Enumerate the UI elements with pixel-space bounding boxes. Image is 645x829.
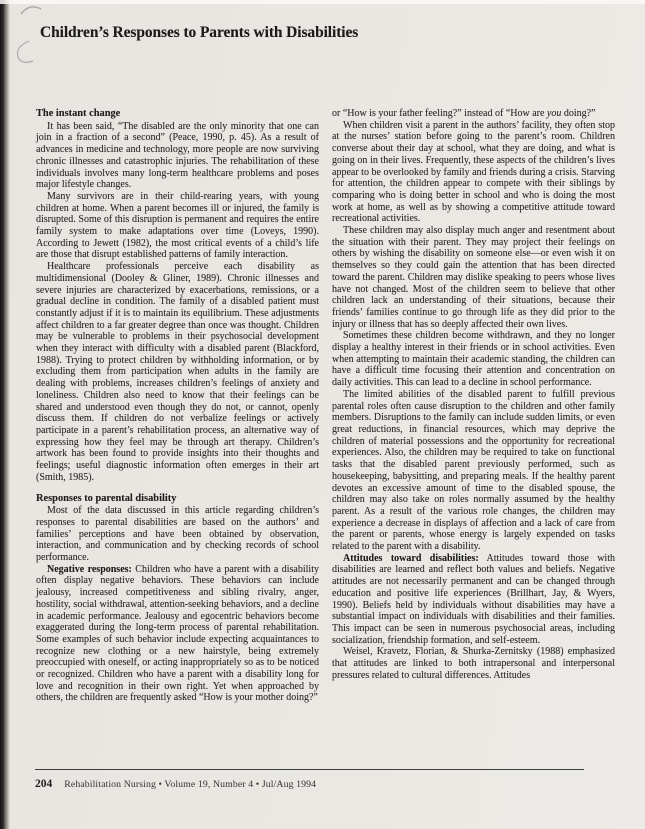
paragraph-text: or “How is your father feeling?” instead of “How are: [332, 108, 547, 119]
paragraph-negative-responses: [36, 564, 319, 704]
paragraph: Sometimes these children become withdrawn, and they no longer display a healthy interest in their friends or in school activities. Even when attempting to maintain their academic standing, the children can have a difficult time focusing their attention and concentration on daily activities. This can lead to a decline in school performance.: [332, 330, 615, 389]
paragraph: [36, 505, 319, 564]
journal-citation: Rehabilitation Nursing • Volume 19, Number 4 • Jul/Aug 1994: [64, 779, 317, 790]
paragraph: When children visit a parent in the authors’ facility, they often stop at the nurses’ station before going to the parent’s room. Children converse about their day at school, what they are doing, and what is going on in their lives. Frequently, these aspects of the children’s lives appear to be overlooked by family and friends during a crisis. Starving for attention, the children appear to compete with their siblings by comparing who is doing better in school and who is doing the most work at home, as well as by showing a competitive attitude toward recreational activities.: [332, 119, 615, 225]
section-heading-instant-change: The instant change: [36, 108, 121, 119]
paragraph: Weisel, Kravetz, Florian, & Shurka-Zernitsky (1988) emphasized that attitudes are linked to both intrapersonal and interpersonal pressures related to cultural differences. Attitudes: [332, 646, 615, 681]
page-number: 204: [35, 778, 53, 790]
paragraph: The limited abilities of the disabled parent to fulfill previous parental roles often cause disruption to the children and other family members. Disruptions to the family can include sudden limits, or even great reductions, in financial resources, which may deprive the children of material possessions and the opportunity for recreational experiences. Also, the children may be required to take on functional tasks that the disabled parent previously performed, such as housekeeping, babysitting, and preparing meals. If the healthy parent devotes an excessive amount of time to the disabled spouse, the children may also take on roles normally assumed by the healthy parent. As a result of the various role changes, the children may experience a decrease in displays of affection and a lack of care from the parent or parents, whose energy is largely expended on tasks related to the parent with a disability.: [332, 388, 615, 553]
footer: [35, 778, 595, 790]
paragraph: These children may also display much anger and resentment about the situation with their parent. They may project their feelings on others by wishing the disability on someone else—or even wish it on themselves so they could gain the attention that has been directed toward the parent. Children may dislike speaking to peers whose lives have not changed. Most of the children seem to believe that other children lack an understanding of their situations, because their friends’ families continue to go through life as they did prior to the injury or illness that has so deeply affected their own lives.: [332, 225, 615, 330]
paragraph-text: Most of the data discussed in this article regarding children’s responses to parental disabilities are based on the authors’ and families’ perceptions and have been obtained by observation, interaction, and communication and by checking records of school performance.: [36, 505, 319, 564]
paragraph-text: doing?”: [561, 108, 596, 119]
left-column: [36, 108, 319, 704]
right-column: [332, 108, 615, 704]
article-title: Children’s Responses to Parents with Disabilities: [40, 24, 359, 41]
bold-lead-in: Attitudes toward disabilities:: [343, 552, 479, 564]
paragraph: Healthcare professionals perceive each disability as multidimensional (Dooley & Gliner, 1989). Chronic illnesses and severe injuries are characterized by exacerbations, remissions, or a gradual decline in condition. The family of a disabled patient must constantly adjust if it is to maintain its equilibrium. These adjustments affect children to a far greater degree than once was thought. Children may be vulnerable to problems in their psychosocial development when they interact with difficulty with a disabled parent (Blackford, 1988). Trying to protect children by withholding information, or by excluding them from participation when adults in the family are dealing with problems, increases children’s feelings of anxiety and loneliness. Children also need to know that their feelings can be shared and understood even though they do not, or cannot, openly discuss them. If children do not verbalize feelings or actively participate in a parent’s rehabilitation process, an alternative way of expressing how they feel may be through art therapy. Children’s artwork has been found to provide insights into their thoughts and feelings; useful diagnostic information often emerges in their art (Smith, 1985).: [36, 261, 319, 483]
paragraph-text: Children who have a parent with a disability often display negative behaviors. These behaviors can include jealousy, increased competitiveness and sibling rivalry, anger, hostility, social withdrawal, attention-seeking behaviors, and a decline in academic performance. Jealousy and egocentric behaviors become exaggerated during the long-term process of parental rehabilitation. Some examples of such behavior include expecting acquaintances to recognize new clothing or a new hairstyle, being extremely preoccupied with oneself, or acting inappropriately so as to be noticed or recognized. Children who have a parent with a disability long for love and recognition in their own right. Yet when approached by others, the children are frequently asked “How is your mother doing?”: [36, 563, 319, 704]
paragraph: Many survivors are in their child-rearing years, with young children at home. When a parent becomes ill or injured, the family is disrupted. Some of this disruption is permanent and requires the entire family system to make adaptations over time (Loveys, 1990). According to Jewett (1982), the most critical events of a child’s life are those that disrupt established patterns of family interaction.: [36, 190, 319, 261]
paragraph: It has been said, “The disabled are the only minority that one can join in a fraction of a second” (Peace, 1990, p. 45). As a result of advances in medicine and technology, more people are now surviving chronic illnesses and catastrophic injuries. The rehabilitation of these individuals involves many long-term healthcare problems and poses major lifestyle changes.: [36, 120, 319, 191]
italic-word: you: [546, 108, 562, 119]
footer-rule: [35, 769, 584, 770]
paragraph-continuation: [332, 108, 615, 120]
article-body: [36, 108, 615, 704]
bold-lead-in: Negative responses:: [47, 563, 132, 575]
scan-top-edge: [0, 0, 645, 4]
scan-edge-shadow: [0, 0, 10, 829]
section-heading-responses: Responses to parental disability: [36, 492, 177, 504]
paragraph-text: Attitudes toward those with disabilities are learned and reflect both values and beliefs. Negative attitudes are not necessarily permanent and can be changed through education and positive life experiences (Brillhart, Jay, & Wyers, 1990). Beliefs held by individuals without disabilities may have a substantial impact on individuals with disabilities and their families. This impact can be seen in numerous psychosocial areas, including socialization, friendship formation, and self-esteem.: [332, 552, 615, 646]
paragraph-attitudes: [332, 553, 615, 647]
